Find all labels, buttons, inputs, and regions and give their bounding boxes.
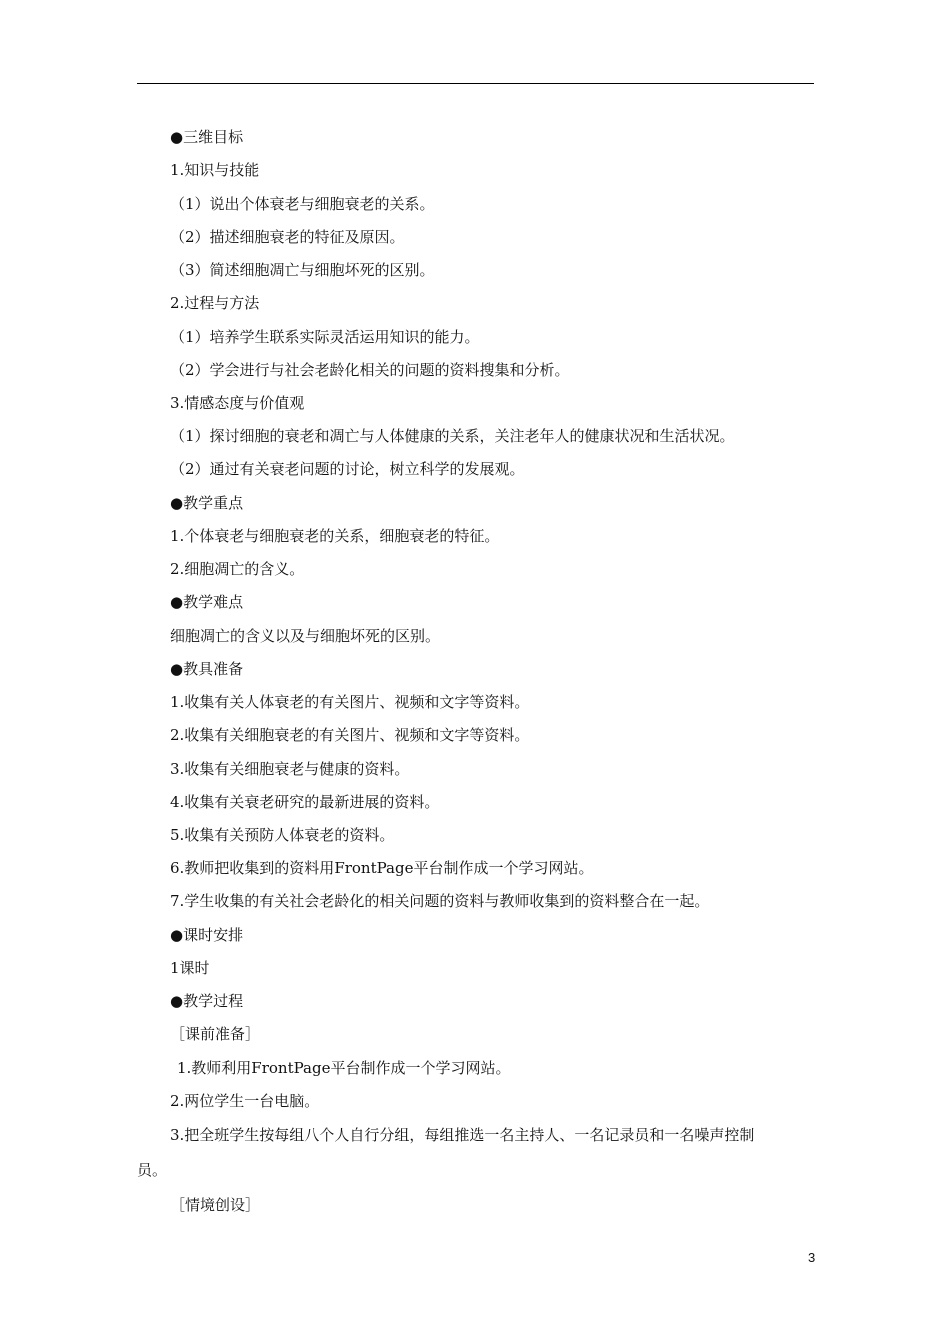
list-item: （1）培养学生联系实际灵活运用知识的能力。 (170, 328, 480, 346)
list-item: 3.收集有关细胞衰老与健康的资料。 (170, 760, 410, 778)
list-item: 3.把全班学生按每组八个人自行分组，每组推选一名主持人、一名记录员和一名噪声控制 (170, 1126, 755, 1144)
list-item: 2.细胞凋亡的含义。 (170, 560, 305, 578)
section-heading-key-points: ●教学重点 (170, 494, 244, 512)
section-heading-difficulties: ●教学难点 (170, 593, 244, 611)
paragraph: 1课时 (170, 959, 210, 977)
list-item: 2.收集有关细胞衰老的有关图片、视频和文字等资料。 (170, 726, 530, 744)
page-number: 3 (808, 1250, 816, 1265)
section-heading-materials: ●教具准备 (170, 660, 244, 678)
list-item-continuation: 员。 (137, 1161, 168, 1179)
list-item: 2.两位学生一台电脑。 (170, 1092, 320, 1110)
list-item: （2）描述细胞衰老的特征及原因。 (170, 228, 405, 246)
list-item: 1.收集有关人体衰老的有关图片、视频和文字等资料。 (170, 693, 530, 711)
paragraph: 细胞凋亡的含义以及与细胞坏死的区别。 (170, 627, 441, 645)
list-item: （1）说出个体衰老与细胞衰老的关系。 (170, 195, 435, 213)
bracket-heading: ［课前准备］ (170, 1025, 261, 1043)
subheading: 1.知识与技能 (170, 161, 260, 179)
bracket-heading: ［情境创设］ (170, 1196, 261, 1214)
section-heading-objectives: ●三维目标 (170, 128, 244, 146)
section-heading-process: ●教学过程 (170, 992, 244, 1010)
header-rule (137, 83, 814, 84)
section-heading-schedule: ●课时安排 (170, 926, 244, 944)
list-item: 4.收集有关衰老研究的最新进展的资料。 (170, 793, 440, 811)
list-item: 1.个体衰老与细胞衰老的关系，细胞衰老的特征。 (170, 527, 500, 545)
list-item: 7.学生收集的有关社会老龄化的相关问题的资料与教师收集到的资料整合在一起。 (170, 892, 710, 910)
subheading: 2.过程与方法 (170, 294, 260, 312)
list-item: （2）学会进行与社会老龄化相关的问题的资料搜集和分析。 (170, 361, 570, 379)
list-item: 1.教师利用FrontPage平台制作成一个学习网站。 (177, 1059, 511, 1077)
list-item: （1）探讨细胞的衰老和凋亡与人体健康的关系，关注老年人的健康状况和生活状况。 (170, 427, 735, 445)
subheading: 3.情感态度与价值观 (170, 394, 305, 412)
list-item: （2）通过有关衰老问题的讨论，树立科学的发展观。 (170, 460, 525, 478)
list-item: （3）简述细胞凋亡与细胞坏死的区别。 (170, 261, 435, 279)
list-item: 5.收集有关预防人体衰老的资料。 (170, 826, 395, 844)
list-item: 6.教师把收集到的资料用FrontPage平台制作成一个学习网站。 (170, 859, 594, 877)
